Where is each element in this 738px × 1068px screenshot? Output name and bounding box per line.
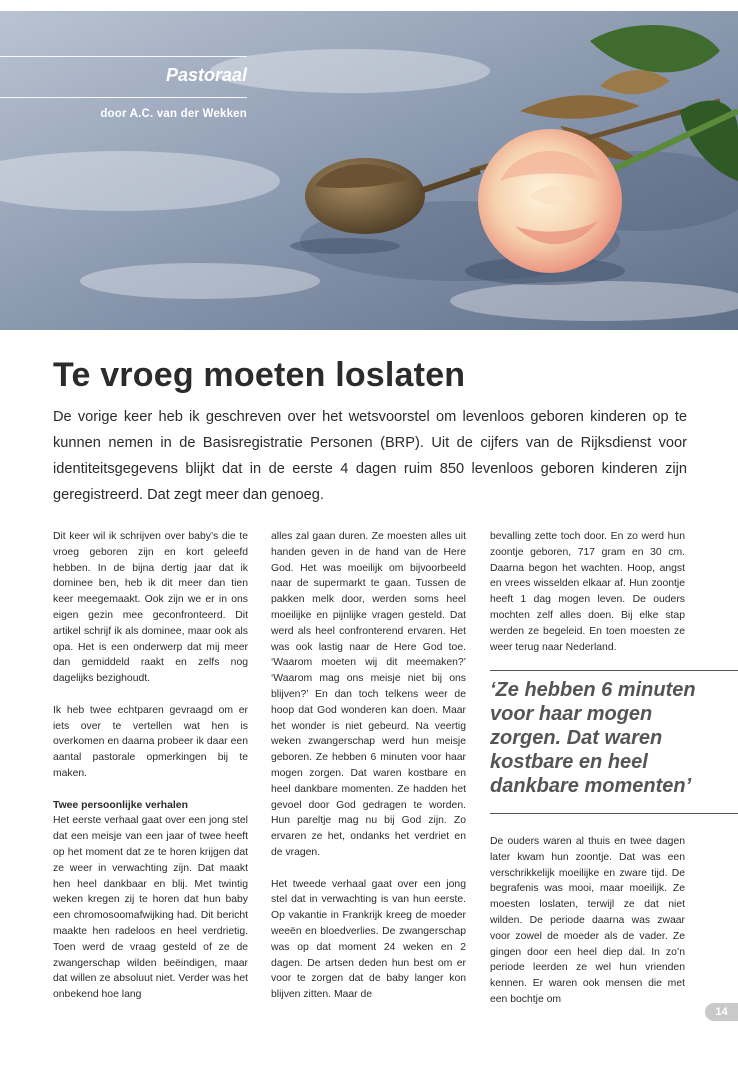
header-rule-bottom [0, 97, 247, 98]
quote-rule-bottom [490, 813, 738, 814]
col1-paragraph-3: Het eerste verhaal gaat over een jong stel dat een meisje van een jaar of twee heeft op het moment dat ze te horen krijgen dat ze weer in verwachting zijn. Dat maakt hen heel dankbaar en blij. Met twintig weken kregen zij te horen dat hun baby een chromosoomafwijking had. Dit bericht maakte hen radeloos en heel verdrietig. Toen werd de vraag gesteld of ze de zwangerschap wilden beëindigen, maar dat willen ze absoluut niet. Verder was het onbekend hoe lang [53, 815, 248, 1001]
byline: door A.C. van der Wekken [100, 108, 247, 120]
quote-rule-top [490, 670, 738, 671]
col1-paragraph-1: Dit keer wil ik schrijven over baby’s die te vroeg geboren zijn en kort geleefd hebben. In de bijna dertig jaar dat ik dominee ben, heb ik dit meer dan tien keer meegemaakt. Ook zijn we er in ons eigen gezin mee geconfronteerd. Dit artikel schrijf ik als dominee, maar ook als opa. Het is een onderwerp dat mij meer dan gemiddeld raakt en zelfs nog dagelijks bezighoudt. [53, 531, 248, 685]
column-3-continued [490, 834, 685, 1008]
page-number-badge: 14 [705, 1003, 738, 1021]
col2-paragraph-1: alles zal gaan duren. Ze moesten alles uit handen geven in de hand van de Here God. Het was moeilijk om bijvoorbeeld naar de supermarkt te gaan. Tussen de pakken melk door, werden soms heel moeilijke en pijnlijke vragen gesteld. Dat werd als heel confronterend ervaren. Het was ook lastig naar de Here God toe. ‘Waarom moeten wij dit meemaken?’ ‘Waarom mag ons meisje niet bij ons blijven?’ En dan toch telkens weer de hoop dat God wonderen kan doen. Maar het wonder is niet gebeurd. Na veertig weken zwangerschap werd hun meisje geboren. Ze hebben 6 minuten voor haar mogen zorgen. Dat waren kostbare en heel dankbare momenten. Ze hadden het gevoel door God gedragen te worden. Hun pareltje mag nu bij God zijn. Zo ervaren ze het, ondanks het verdriet en de vragen. [271, 531, 466, 858]
article-lead: De vorige keer heb ik geschreven over het wetsvoorstel om levenloos geboren kinderen op te kunnen nemen in de Basisregistratie Personen (BRP). Uit de cijfers van de Rijksdienst voor identiteitsgegevens blijkt dat in de eerste 4 dagen ruim 850 levenloos geboren kinderen zijn geregistreerd. Dat zegt meer dan genoeg. [53, 409, 687, 503]
col2-paragraph-2: Het tweede verhaal gaat over een jong stel dat in verwachting is van hun eerste. Op vakantie in Frankrijk kreeg de moeder weeën en bloedverlies. De zwangerschap was op dat moment 24 weken en 2 dagen. De artsen deden hun best om er voor te zorgen dat de baby langer kon blijven zitten. Maar de [271, 878, 466, 1001]
col1-paragraph-2: Ik heb twee echtparen gevraagd om er iets over te vertellen wat hen is overkomen en daarna probeer ik daar een aantal pastorale opmerkingen bij te maken. [53, 704, 248, 779]
marble-rose-photo [0, 11, 738, 330]
column-3 [490, 529, 685, 655]
section-label: Pastoraal [165, 65, 247, 85]
col3-paragraph-1: bevalling zette toch door. En zo werd hun zoontje geboren, 717 gram en 30 cm. Daarna begon het wachten. Hoop, angst en vrees wisselden elkaar af. Hun zoontje heeft 1 dag mogen leven. De ouders mochten zelf alles doen. Bij elke stap werden ze begeleid. En toen moesten ze weer terug naar Nederland. [490, 531, 685, 653]
col3-paragraph-2: De ouders waren al thuis en twee dagen later kwam hun zoontje. Dat was een verschrikkelijk moeilijke en zware tijd. De begrafenis was mooi, maar moeilijk. Ze moesten loslaten, terwijl ze dat niet wilden. De periode daarna was zwaar voor zowel de moeder als de vader. Ze gingen door een heel diep dal. In zo’n periode leerden ze wel hun vrienden kennen. Er waren ook mensen die met een bochtje om [490, 836, 685, 1005]
article-title: Te vroeg moeten loslaten [53, 356, 466, 394]
column-2 [271, 529, 466, 1003]
subheading: Twee persoonlijke verhalen [53, 799, 188, 811]
header-rule-top [0, 56, 247, 57]
pull-quote: ‘Ze hebben 6 minuten voor haar mogen zorgen. Dat waren kostbare en heel dankbare momenten’ [490, 679, 696, 797]
hero-image [0, 11, 738, 330]
column-1 [53, 529, 248, 1003]
